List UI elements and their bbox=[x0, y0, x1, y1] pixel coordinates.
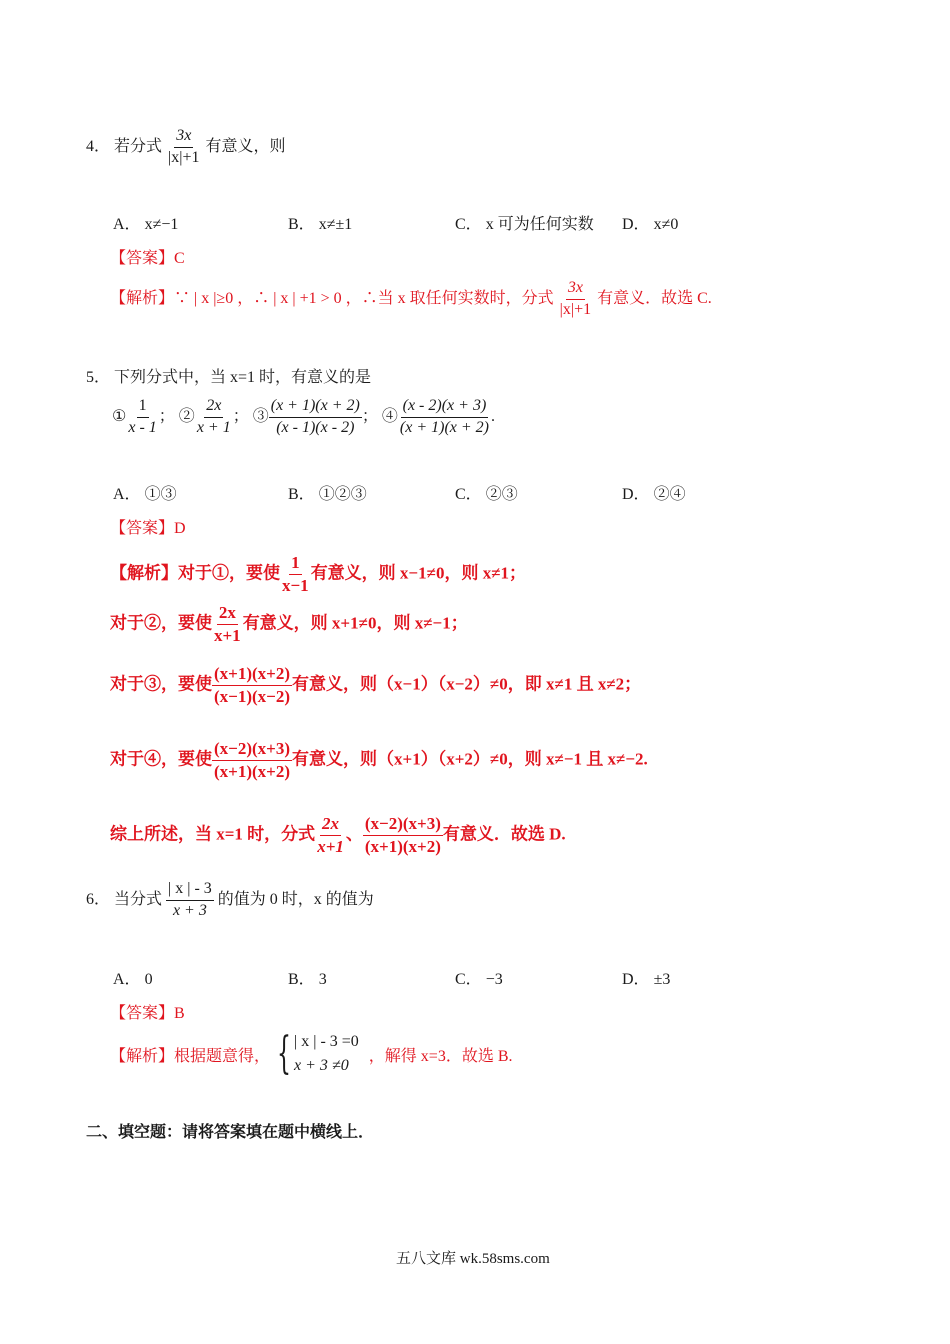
option-d bbox=[622, 966, 670, 989]
fraction bbox=[166, 881, 214, 920]
question-text: 当分式 bbox=[114, 890, 163, 908]
option-letter: A． bbox=[113, 216, 141, 233]
option-letter: C． bbox=[455, 486, 482, 503]
explanation-text: 有意义，则（x−1）（x−2）≠0，即 x≠1 且 x≠2； bbox=[292, 674, 642, 694]
fraction-denominator: (x - 1)(x - 2) bbox=[276, 418, 355, 436]
equation-line-1: | x | - 3 =0 bbox=[294, 1033, 359, 1050]
fraction bbox=[212, 665, 292, 706]
fraction-denominator: x−1 bbox=[282, 575, 309, 595]
answer-tag: 【答案】 bbox=[110, 520, 175, 537]
option-letter: B． bbox=[288, 216, 315, 233]
answer-tag: 【答案】 bbox=[110, 1005, 175, 1022]
explanation-text: 对于④，要使 bbox=[110, 749, 212, 769]
question-6-stem bbox=[86, 881, 374, 920]
left-brace: { bbox=[277, 1028, 292, 1079]
question-text: 的值为 0 时，x 的值为 bbox=[217, 890, 374, 908]
fraction-denominator: x + 3 bbox=[172, 901, 207, 919]
option-text: x 可为任何实数 bbox=[485, 216, 594, 233]
item-separator: ； bbox=[232, 407, 249, 425]
option-b bbox=[288, 481, 367, 504]
question-number: 5． bbox=[86, 369, 111, 386]
fraction bbox=[126, 398, 158, 437]
option-text: ①②③ bbox=[318, 486, 367, 503]
explanation-text: 根据题意得， bbox=[174, 1047, 271, 1065]
explanation-line-1 bbox=[110, 554, 526, 595]
option-d bbox=[622, 481, 686, 504]
explanation-text: 对于②，要使 bbox=[110, 613, 212, 633]
footer-watermark: 五八文库 wk.58sms.com bbox=[396, 1251, 550, 1267]
equation-line-2: x + 3 ≠0 bbox=[294, 1057, 349, 1074]
equation-lines bbox=[294, 1033, 359, 1075]
fraction-denominator: x + 1 bbox=[196, 418, 231, 436]
answer-line bbox=[110, 515, 186, 538]
fraction-numerator: (x + 1)(x + 2) bbox=[269, 398, 362, 418]
option-letter: C． bbox=[455, 971, 482, 988]
fraction-numerator: (x−2)(x+3) bbox=[363, 815, 443, 836]
option-text: ②③ bbox=[485, 486, 518, 503]
option-b bbox=[288, 966, 327, 989]
option-letter: A． bbox=[113, 486, 141, 503]
fraction-numerator: 1 bbox=[137, 398, 149, 418]
question-5-stem bbox=[86, 364, 371, 387]
option-b bbox=[288, 211, 352, 234]
explanation-text: 有意义，则 x+1≠0，则 x≠−1； bbox=[242, 613, 468, 633]
option-letter: D． bbox=[622, 971, 650, 988]
option-text: −3 bbox=[485, 971, 503, 988]
option-letter: A． bbox=[113, 971, 141, 988]
option-d bbox=[622, 211, 678, 234]
explanation-line-2 bbox=[110, 604, 468, 645]
fraction-numerator: 3x bbox=[566, 280, 585, 300]
fraction bbox=[212, 604, 243, 645]
equation-system bbox=[270, 1028, 359, 1079]
section-heading: 二、填空题：请将答案填在题中横线上． bbox=[86, 1124, 375, 1141]
answer-line bbox=[110, 245, 185, 268]
option-letter: D． bbox=[622, 486, 650, 503]
answer-value: D bbox=[174, 520, 186, 537]
option-a bbox=[113, 481, 177, 504]
fraction bbox=[558, 280, 593, 319]
fraction-denominator: |x|+1 bbox=[559, 300, 592, 318]
item-mark: ① bbox=[112, 407, 127, 425]
option-text: x≠−1 bbox=[144, 216, 179, 233]
answer-tag: 【答案】 bbox=[110, 250, 175, 267]
question-text: 有意义，则 bbox=[205, 137, 286, 155]
item-separator: ； bbox=[158, 407, 175, 425]
item-3 bbox=[252, 397, 382, 436]
explanation-text: 有意义，则 x−1≠0，则 x≠1； bbox=[310, 563, 527, 583]
item-mark: ④ bbox=[381, 407, 398, 425]
explanation-line-3 bbox=[110, 665, 641, 706]
question-number: 4． bbox=[86, 137, 111, 155]
option-text: ②④ bbox=[653, 486, 686, 503]
item-4 bbox=[381, 397, 495, 436]
option-text: 3 bbox=[318, 971, 327, 988]
question-4-stem bbox=[86, 128, 285, 167]
option-text: x≠0 bbox=[653, 216, 679, 233]
option-letter: C． bbox=[455, 216, 482, 233]
fraction-numerator: | x | - 3 bbox=[166, 881, 214, 901]
fraction-numerator: 1 bbox=[289, 554, 302, 575]
question-text: 若分式 bbox=[114, 137, 163, 155]
fraction bbox=[398, 398, 491, 437]
fraction bbox=[363, 815, 443, 856]
fraction-denominator: (x+1)(x+2) bbox=[364, 836, 441, 856]
option-c bbox=[455, 211, 594, 234]
explanation-text: 有意义．故选 D. bbox=[442, 824, 566, 844]
fraction-denominator: (x + 1)(x + 2) bbox=[399, 418, 489, 436]
option-text: 0 bbox=[144, 971, 153, 988]
fraction-denominator: (x−1)(x−2) bbox=[214, 686, 291, 706]
fraction-numerator: (x - 2)(x + 3) bbox=[401, 398, 489, 418]
explanation-text: 对于③，要使 bbox=[110, 674, 212, 694]
option-letter: B． bbox=[288, 971, 315, 988]
fraction-numerator: 2x bbox=[320, 815, 341, 836]
explanation-line bbox=[110, 280, 712, 319]
fraction bbox=[166, 128, 201, 167]
item-mark: ② bbox=[178, 407, 195, 425]
option-a bbox=[113, 966, 153, 989]
option-letter: D． bbox=[622, 216, 650, 233]
explanation-tag: 【解析】 bbox=[110, 563, 178, 583]
explanation-text: 综上所述，当 x=1 时，分式 bbox=[110, 824, 316, 844]
option-text: ±3 bbox=[653, 971, 671, 988]
explanation-text: ，解得 x=3．故选 B. bbox=[368, 1047, 513, 1065]
fraction-denominator: x - 1 bbox=[128, 418, 157, 436]
option-text: x≠±1 bbox=[318, 216, 353, 233]
fraction-numerator: 3x bbox=[174, 128, 193, 148]
fraction-numerator: 2x bbox=[204, 398, 223, 418]
fraction bbox=[269, 398, 362, 437]
item-1 bbox=[112, 397, 179, 436]
fraction-numerator: (x−2)(x+3) bbox=[212, 740, 292, 761]
fraction-denominator: |x|+1 bbox=[168, 148, 200, 166]
answer-value: B bbox=[174, 1005, 185, 1022]
fraction-numerator: 2x bbox=[217, 604, 238, 625]
explanation-tag: 【解析】 bbox=[110, 289, 175, 307]
explanation-line bbox=[110, 1028, 513, 1079]
item-2 bbox=[178, 397, 253, 436]
fraction-numerator: (x+1)(x+2) bbox=[212, 665, 292, 686]
answer-line bbox=[110, 1000, 185, 1023]
explanation-tag: 【解析】 bbox=[110, 1047, 175, 1065]
explanation-line-5 bbox=[110, 815, 566, 856]
explanation-text: 有意义，则（x+1）（x+2）≠0，则 x≠−1 且 x≠−2. bbox=[292, 749, 648, 769]
option-c bbox=[455, 966, 503, 989]
question-number: 6． bbox=[86, 890, 111, 908]
fraction-denominator: x+1 bbox=[317, 836, 344, 856]
item-separator: . bbox=[491, 407, 495, 425]
explanation-text: 有意义．故选 C. bbox=[597, 289, 712, 307]
option-text: ①③ bbox=[144, 486, 177, 503]
explanation-separator: 、 bbox=[345, 824, 363, 844]
item-separator: ； bbox=[361, 407, 378, 425]
fraction-denominator: x+1 bbox=[214, 625, 241, 645]
fraction-denominator: (x+1)(x+2) bbox=[214, 761, 291, 781]
item-mark: ③ bbox=[252, 407, 269, 425]
fraction bbox=[195, 398, 233, 437]
fraction-items-row bbox=[112, 398, 495, 437]
explanation-text: ∵ | x |≥0 ，∴ | x | +1 > 0 ，∴当 x 取任何实数时，分式 bbox=[174, 289, 554, 307]
option-letter: B． bbox=[288, 486, 315, 503]
explanation-line-4 bbox=[110, 740, 648, 781]
answer-value: C bbox=[174, 250, 185, 267]
option-a bbox=[113, 211, 178, 234]
fraction bbox=[280, 554, 311, 595]
explanation-text: 对于①，要使 bbox=[178, 563, 280, 583]
fraction bbox=[212, 740, 292, 781]
question-text: 下列分式中，当 x=1 时，有意义的是 bbox=[114, 369, 372, 386]
option-c bbox=[455, 481, 518, 504]
fraction bbox=[315, 815, 346, 856]
